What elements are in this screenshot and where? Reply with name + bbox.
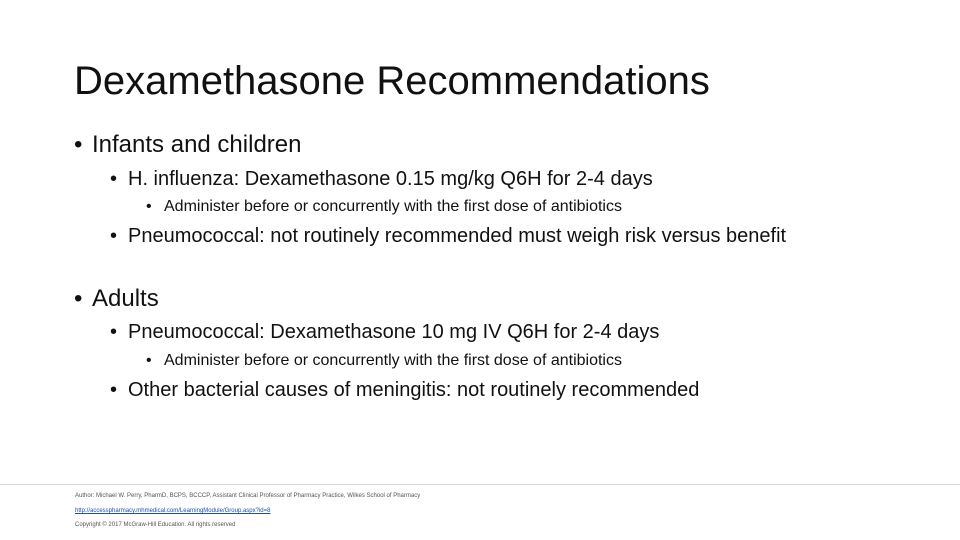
bullet-text: Pneumococcal: Dexamethasone 10 mg IV Q6H for 2-4 days <box>128 321 660 343</box>
bullet-administer-1 <box>146 197 622 217</box>
bullet-text: H. influenza: Dexamethasone 0.15 mg/kg Q6H for 2-4 days <box>128 168 653 190</box>
bullet-marker: • <box>110 225 118 247</box>
bullet-text: Administer before or concurrently with the first dose of antibiotics <box>164 198 622 215</box>
bullet-pneumococcal-children <box>110 223 858 249</box>
footer-copyright: Copyright © 2017 McGraw-Hill Education. All rights reserved <box>75 522 236 528</box>
slide-title: Dexamethasone Recommendations <box>74 59 710 103</box>
bullet-marker: • <box>146 352 152 369</box>
bullet-marker: • <box>110 321 118 343</box>
bullet-h-influenza <box>110 166 653 192</box>
bullet-adults <box>74 285 159 313</box>
bullet-pneumococcal-adults <box>110 319 659 345</box>
footer-author: Author: Michael W. Perry, PharmD, BCPS, BCCCP, Assistant Clinical Professor of Pharmacy Practice, Wilkes School of Pharmacy <box>75 493 421 499</box>
bullet-other-bacterial <box>110 377 699 403</box>
bullet-infants-children <box>74 131 301 159</box>
bullet-text: Administer before or concurrently with the first dose of antibiotics <box>164 352 622 369</box>
bullet-marker: • <box>74 131 83 158</box>
bullet-text: Infants and children <box>92 131 302 158</box>
bullet-marker: • <box>110 168 118 190</box>
bullet-text: Adults <box>92 285 159 312</box>
bullet-administer-2 <box>146 351 622 371</box>
bullet-marker: • <box>110 379 118 401</box>
bullet-marker: • <box>146 198 152 215</box>
bullet-text: Other bacterial causes of meningitis: not routinely recommended <box>128 379 700 401</box>
bullet-marker: • <box>74 285 83 312</box>
bullet-text: Pneumococcal: not routinely recommended must weigh risk versus benefit <box>128 225 787 247</box>
footer-link[interactable]: http://accesspharmacy.mhmedical.com/LearningModule/Group.aspx?id=8 <box>75 508 271 514</box>
footer-divider <box>0 484 960 485</box>
